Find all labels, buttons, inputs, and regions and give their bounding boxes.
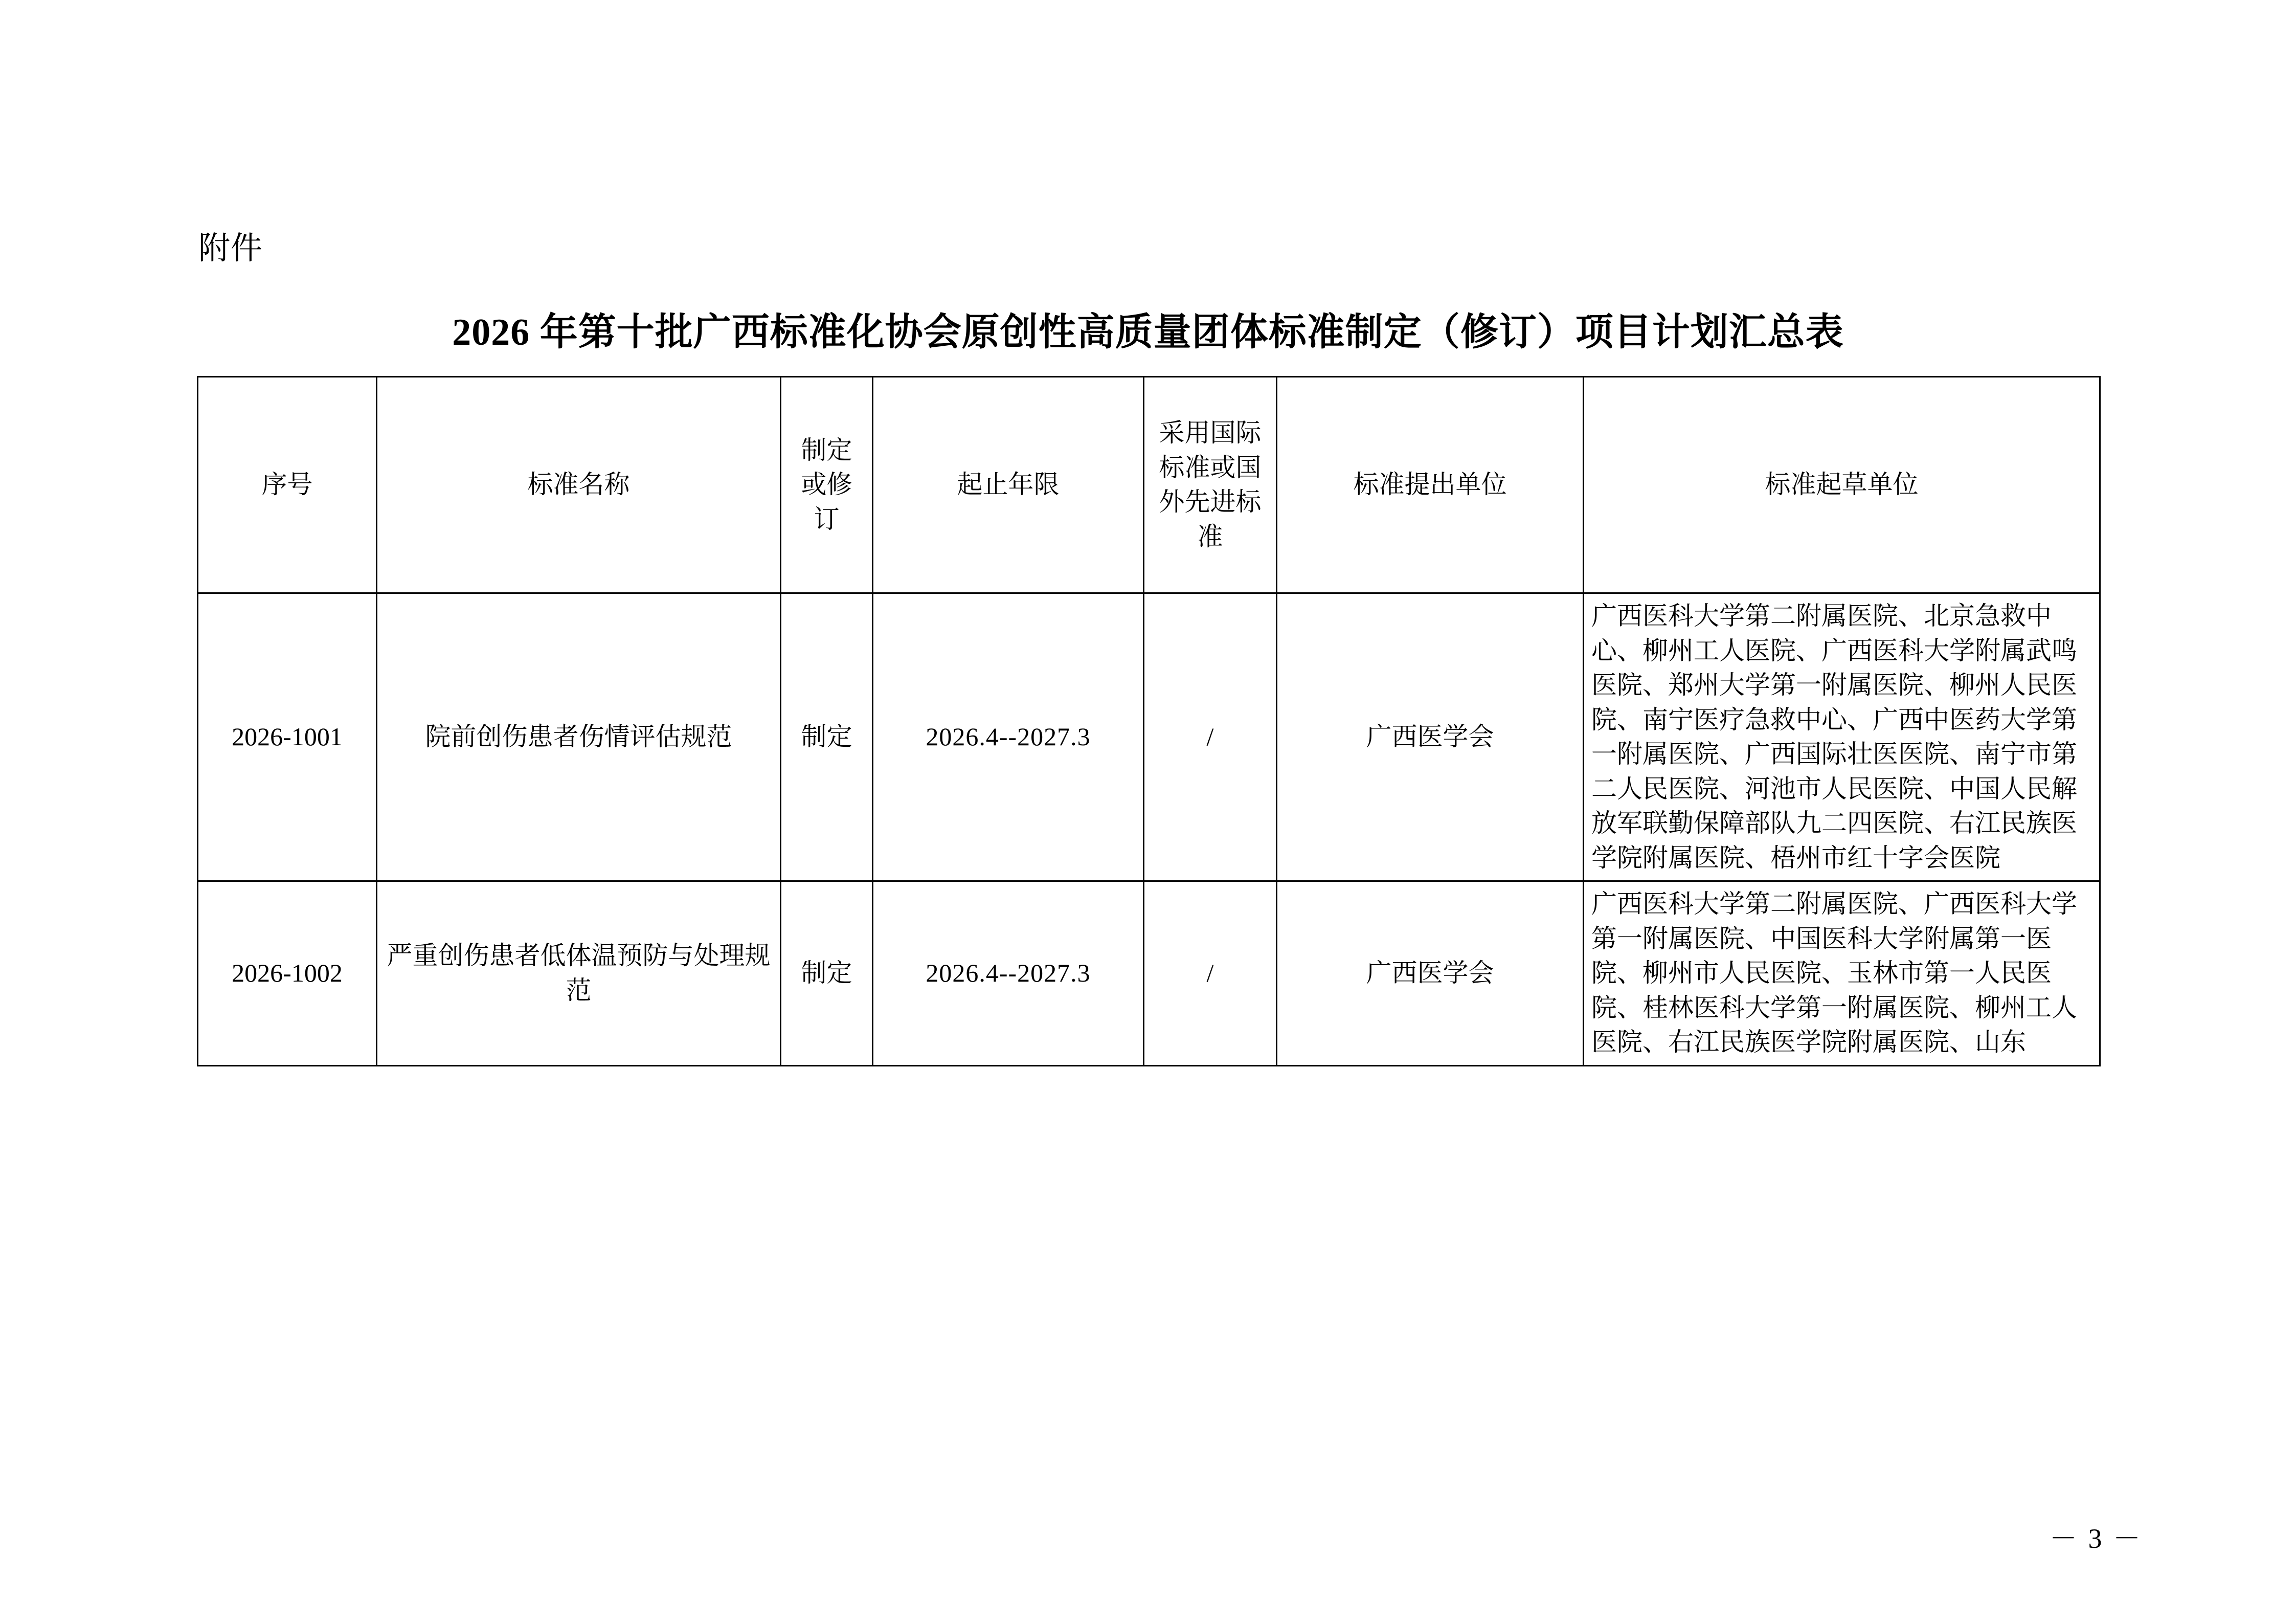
attachment-label: 附件 [198,231,263,266]
cell-drafter: 广西医科大学第二附属医院、北京急救中心、柳州工人医院、广西医科大学附属武鸣医院、郑州大学第一附属医院、柳州人民医院、南宁医疗急救中心、广西中医药大学第一附属医院、广西国际壮医医院、南宁市第二人民医院、河池市人民医院、中国人民解放军联勤保障部队九二四医院、右江民族医学院附属医院、梧州市红十字会医院 [1584,593,2100,881]
cell-name: 院前创伤患者伤情评估规范 [377,593,781,881]
cell-name: 严重创伤患者低体温预防与处理规范 [377,881,781,1066]
cell-type: 制定 [781,593,873,881]
cell-type: 制定 [781,881,873,1066]
table-body [198,593,2100,1066]
standards-plan-table [197,376,2101,1066]
cell-seq: 2026-1001 [198,593,377,881]
column-header-drafter: 标准起草单位 [1584,377,2100,593]
column-header-seq: 序号 [198,377,377,593]
cell-proposer: 广西医学会 [1277,593,1584,881]
cell-drafter: 广西医科大学第二附属医院、广西医科大学第一附属医院、中国医科大学附属第一医院、柳州市人民医院、玉林市第一人民医院、桂林医科大学第一附属医院、柳州工人医院、右江民族医学院附属医院、山东 [1584,881,2100,1066]
cell-years: 2026.4--2027.3 [873,881,1144,1066]
cell-intl: / [1144,593,1277,881]
page-number: － 3 － [2050,1523,2143,1554]
table-row [198,593,2100,881]
column-header-intl: 采用国际标准或国外先进标准 [1144,377,1277,593]
column-header-name: 标准名称 [377,377,781,593]
cell-intl: / [1144,881,1277,1066]
column-header-years: 起止年限 [873,377,1144,593]
table-header-row [198,377,2100,593]
cell-seq: 2026-1002 [198,881,377,1066]
page-title: 2026 年第十批广西标准化协会原创性高质量团体标准制定（修订）项目计划汇总表 [452,312,1844,353]
column-header-proposer: 标准提出单位 [1277,377,1584,593]
table-header [198,377,2100,593]
cell-years: 2026.4--2027.3 [873,593,1144,881]
column-header-type: 制定或修订 [781,377,873,593]
cell-proposer: 广西医学会 [1277,881,1584,1066]
table-row [198,881,2100,1066]
